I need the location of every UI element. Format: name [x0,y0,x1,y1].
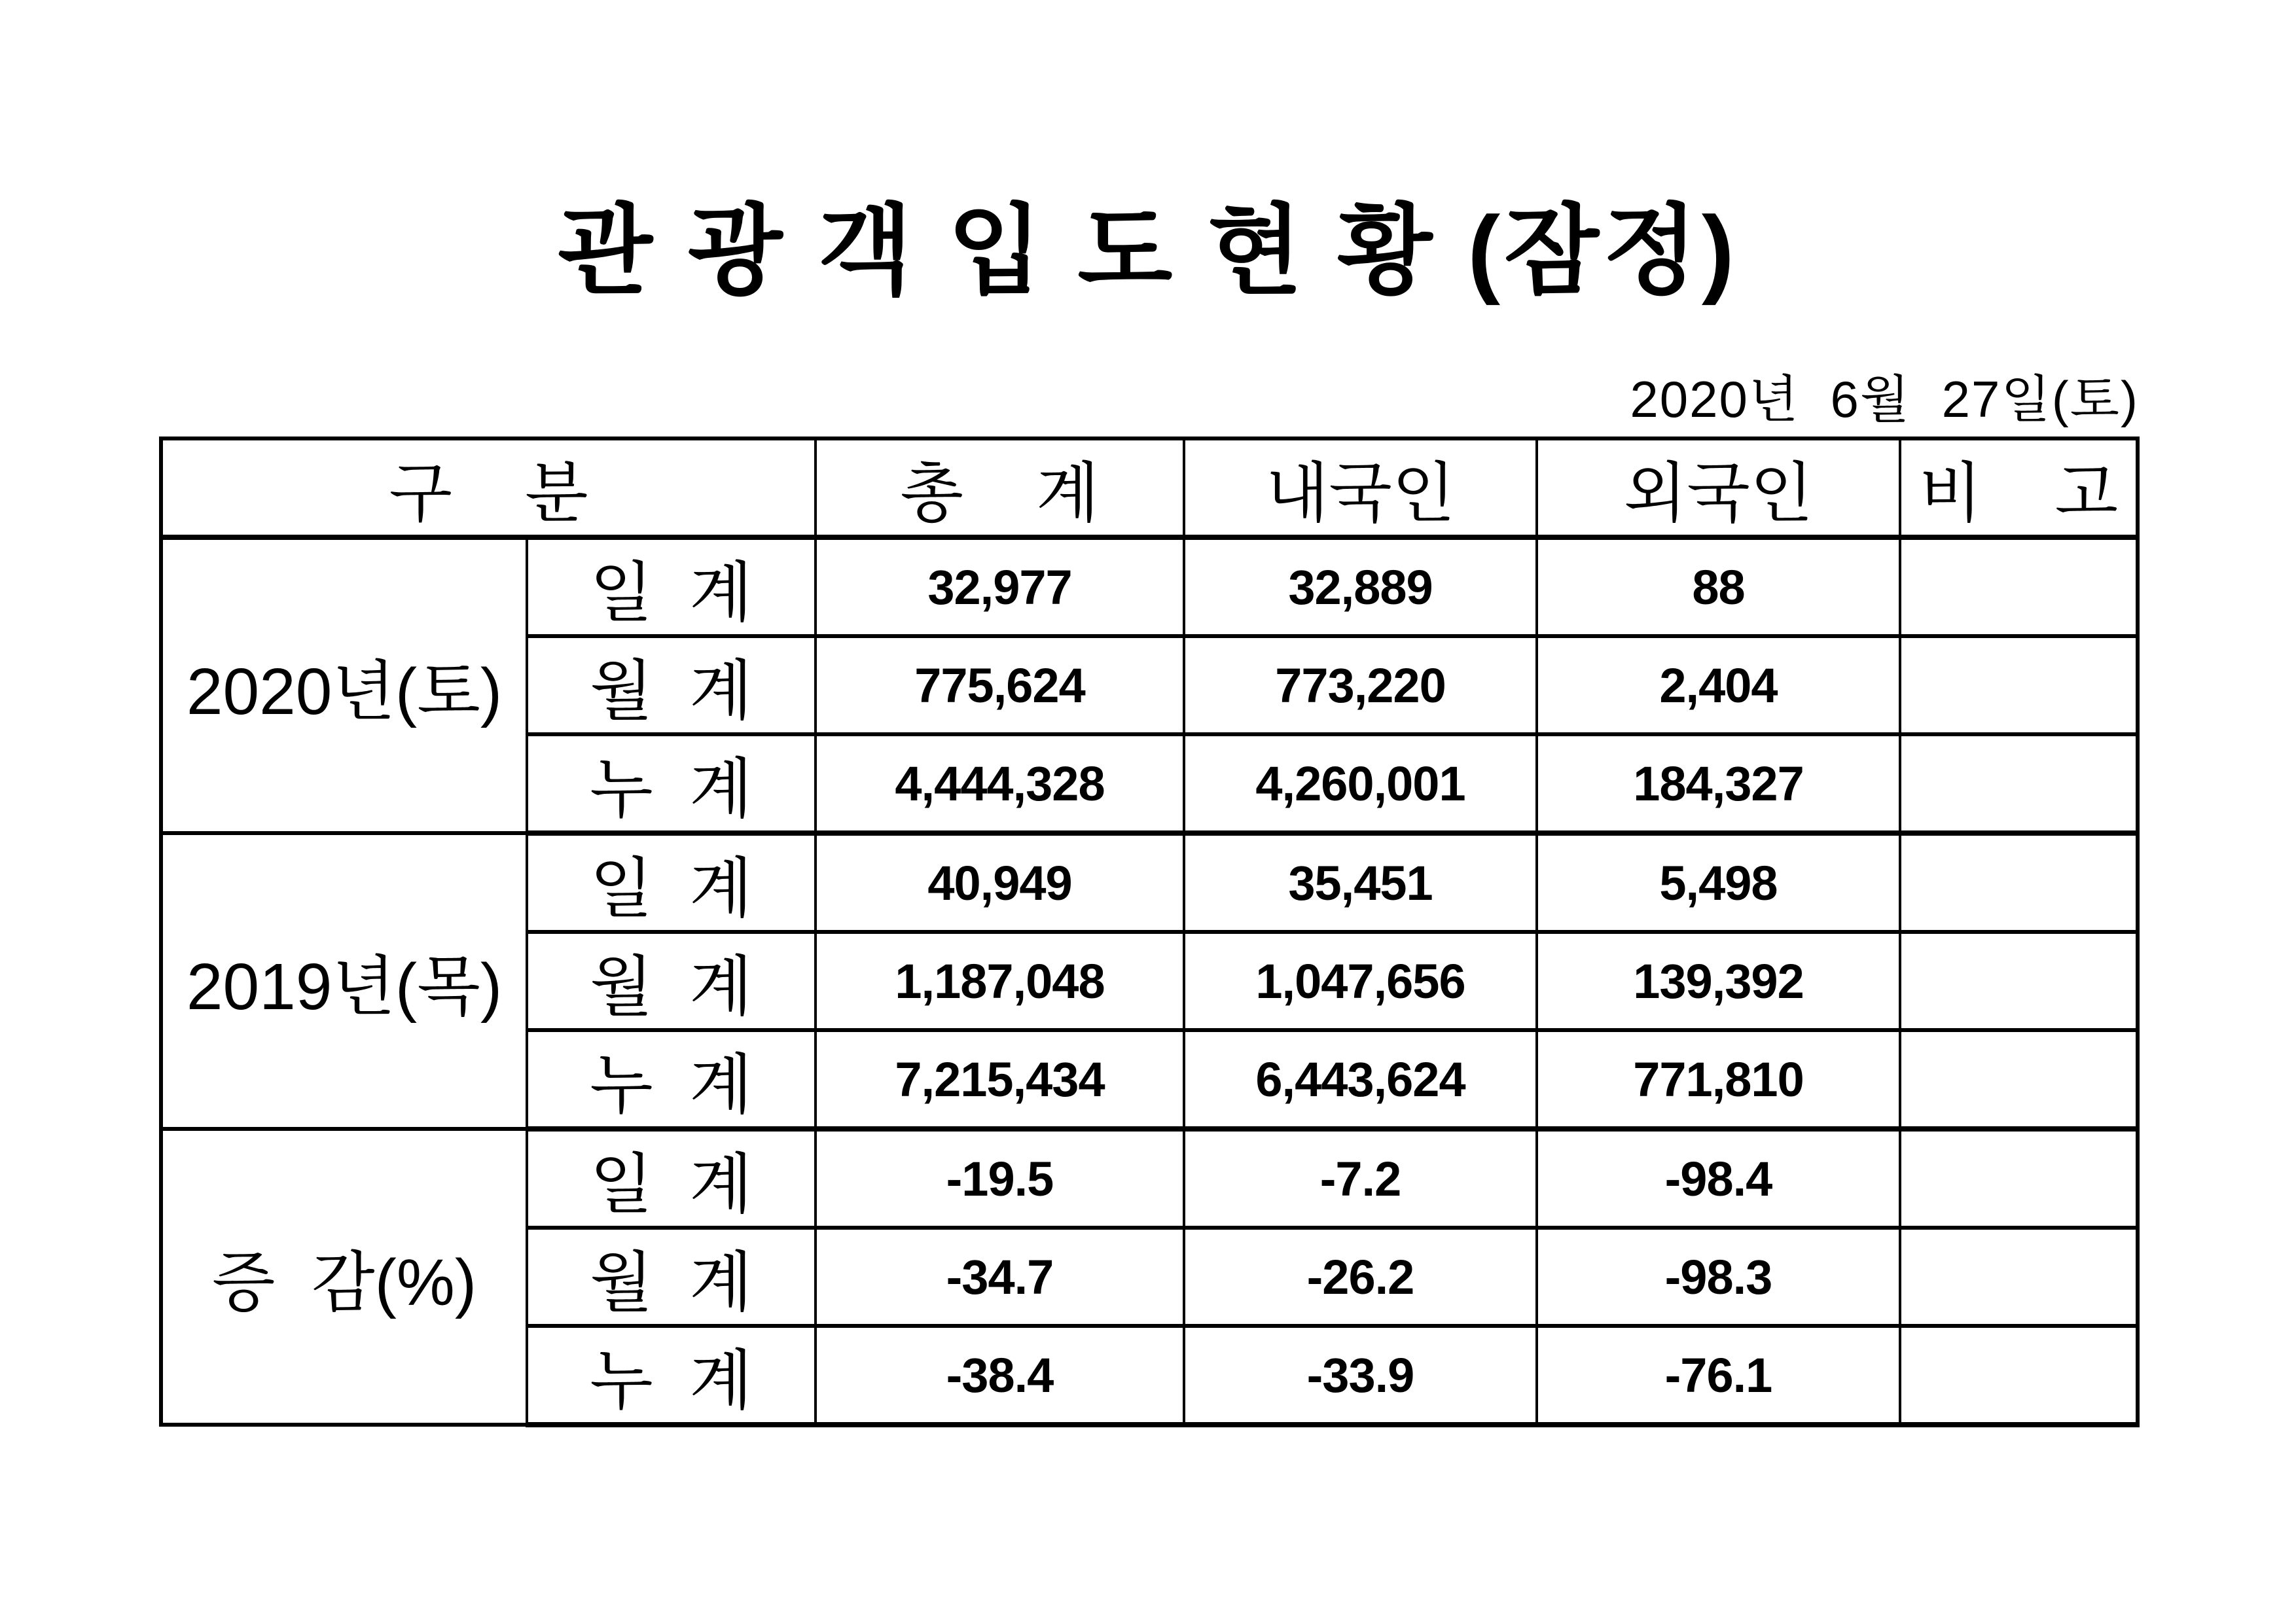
cell-period: 일 계 [527,1129,816,1228]
cell-domestic: 4,260,001 [1184,734,1537,833]
cell-period: 일 계 [527,537,816,636]
cell-total: -34.7 [816,1228,1184,1326]
cell-total: 1,187,048 [816,932,1184,1030]
cell-total: 4,444,328 [816,734,1184,833]
cell-period: 누 계 [527,734,816,833]
cell-total: -19.5 [816,1129,1184,1228]
tourist-arrivals-table [159,437,2140,1427]
header-remarks: 비 고 [1900,438,2138,537]
cell-remarks [1900,734,2138,833]
cell-remarks [1900,636,2138,734]
cell-domestic: 35,451 [1184,833,1537,932]
cell-period: 일 계 [527,833,816,932]
cell-foreign: 5,498 [1537,833,1900,932]
table-row [161,537,2138,636]
cell-foreign: 184,327 [1537,734,1900,833]
cell-foreign: -98.4 [1537,1129,1900,1228]
table-row [161,833,2138,932]
cell-domestic: -26.2 [1184,1228,1537,1326]
cell-domestic: 32,889 [1184,537,1537,636]
cell-remarks [1900,932,2138,1030]
cell-domestic: -7.2 [1184,1129,1537,1228]
cell-foreign: 139,392 [1537,932,1900,1030]
cell-total: 40,949 [816,833,1184,932]
cell-domestic: -33.9 [1184,1326,1537,1425]
cell-total: 7,215,434 [816,1030,1184,1129]
cell-foreign: -76.1 [1537,1326,1900,1425]
cell-period: 월 계 [527,1228,816,1326]
table-row [161,1129,2138,1228]
cell-remarks [1900,833,2138,932]
cell-total: -38.4 [816,1326,1184,1425]
cell-remarks [1900,1326,2138,1425]
year-group-label-2020: 2020년(토) [161,537,527,833]
header-foreign: 외국인 [1537,438,1900,537]
cell-foreign: 771,810 [1537,1030,1900,1129]
year-group-label-change: 증 감(%) [161,1129,527,1425]
cell-domestic: 773,220 [1184,636,1537,734]
cell-foreign: 2,404 [1537,636,1900,734]
cell-remarks [1900,1228,2138,1326]
cell-foreign: -98.3 [1537,1228,1900,1326]
cell-domestic: 6,443,624 [1184,1030,1537,1129]
cell-remarks [1900,1030,2138,1129]
cell-period: 월 계 [527,636,816,734]
year-group-label-2019: 2019년(목) [161,833,527,1129]
cell-period: 누 계 [527,1030,816,1129]
table-header-row [161,438,2138,537]
cell-remarks [1900,1129,2138,1228]
cell-period: 누 계 [527,1326,816,1425]
cell-foreign: 88 [1537,537,1900,636]
cell-remarks [1900,537,2138,636]
cell-period: 월 계 [527,932,816,1030]
cell-domestic: 1,047,656 [1184,932,1537,1030]
header-domestic: 내국인 [1184,438,1537,537]
header-category: 구 분 [161,438,816,537]
cell-total: 32,977 [816,537,1184,636]
report-date: 2020년 6월 27일(토) [1630,370,2139,428]
header-total: 총 계 [816,438,1184,537]
cell-total: 775,624 [816,636,1184,734]
page-title: 관 광 객 입 도 현 황 (잠정) [558,196,1738,306]
